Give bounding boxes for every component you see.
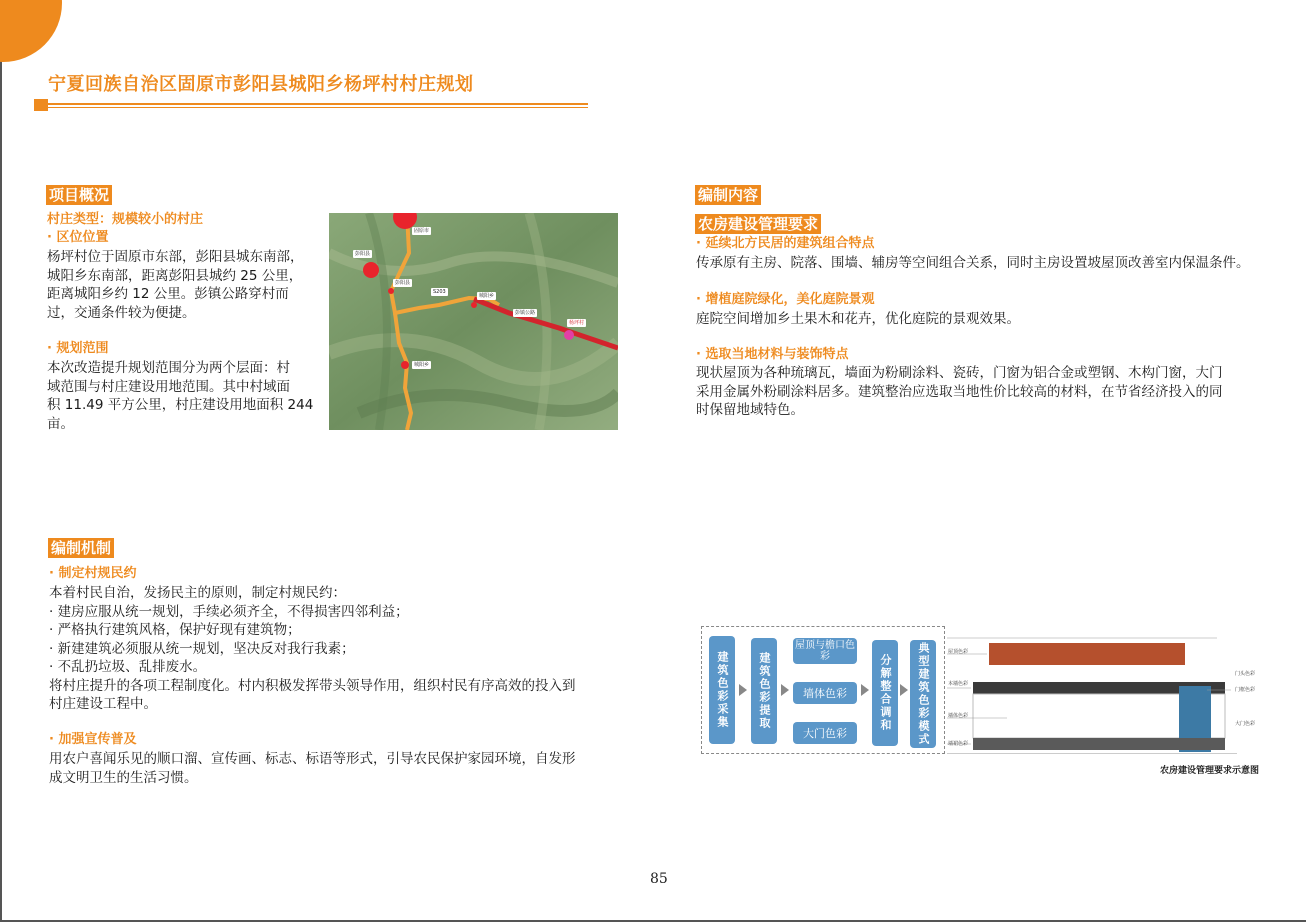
scope-title: · 规划范围 (47, 341, 109, 356)
map-label-village: 杨坪村 (569, 320, 585, 326)
item1-text: 传承原有主房、院落、围墙、辅房等空间组合关系，同时主房设置坡屋顶改善室内保温条件。 (696, 255, 1250, 271)
map-label: 彭镇公路 (515, 310, 536, 316)
arrow-icon (861, 684, 869, 696)
promo-title: · 加强宣传普及 (49, 732, 137, 747)
arrow-icon (781, 684, 789, 696)
map-label: 彭阳县 (395, 280, 411, 286)
item3-title: · 选取当地材料与装饰特点 (696, 347, 849, 362)
content-heading: 编制内容 (695, 185, 761, 205)
box-gate-color: 大门色彩 (793, 722, 857, 744)
facade-label: 屋顶色彩 (948, 649, 969, 655)
item2-text: 庭院空间增加乡土果木和花卉，优化庭院的景观效果。 (696, 311, 1020, 327)
facade-label: 大门色彩 (1235, 721, 1256, 727)
facade-label: 本墙色彩 (948, 681, 969, 687)
box-typical-model: 典型建筑色彩模式 (910, 640, 936, 748)
box-integrate: 分解整合调和 (872, 640, 898, 746)
mechanism-heading: 编制机制 (48, 538, 114, 558)
map-label: 彭阳县 (355, 251, 371, 257)
item1-title: · 延续北方民居的建筑组合特点 (696, 236, 875, 251)
village-type: 村庄类型：规模较小的村庄 (47, 212, 204, 227)
diagram-caption: 农房建设管理要求示意图 (1160, 766, 1260, 776)
box-extract: 建筑色彩提取 (751, 638, 777, 744)
arrow-icon (739, 684, 747, 696)
page-number: 85 (650, 871, 668, 887)
overview-heading: 项目概况 (46, 185, 112, 205)
facade-drawing (947, 634, 1237, 754)
facade-label: 门头色彩 (1235, 671, 1256, 677)
box-wall-color: 墙体色彩 (793, 682, 857, 704)
facade-label: 墙体色彩 (948, 713, 969, 719)
promo-text: 用农户喜闻乐见的顺口溜、宣传画、标志、标语等形式，引导农民保护家园环境，自发形 成文明卫生的生活习惯。 (49, 751, 576, 786)
box-collect: 建筑色彩采集 (709, 636, 735, 744)
map-label: 固原市 (414, 228, 430, 234)
arrow-icon (900, 684, 908, 696)
item2-title: · 增植庭院绿化，美化庭院景观 (696, 292, 875, 307)
map-label: 城阳乡 (479, 293, 495, 299)
location-text: 杨坪村位于固原市东部，彭阳县城东南部， 城阳乡东南部，距离彭阳县城约 25 公里， 距离城阳乡约 12 公里。彭镇公路穿村而 过，交通条件较为便捷。 (47, 249, 304, 321)
item3-text: 现状屋顶为各种琉璃瓦，墙面为粉刷涂料、瓷砖，门窗为铝合金或塑钢、木构门窗，大门 采用金属外粉刷涂料居多。建筑整治应选取当地性价比较高的材料，在节省经济投入的同 时保留地域特色。 (696, 365, 1223, 418)
title-bar-marker (34, 99, 48, 111)
content-subheading: 农房建设管理要求 (695, 214, 821, 234)
location-map (329, 213, 618, 430)
map-label: S203 (433, 289, 446, 295)
facade-label: 门框色彩 (1235, 687, 1256, 693)
map-label: 城阳乡 (414, 362, 430, 368)
color-process-diagram (699, 626, 1264, 756)
rules-title: · 制定村规民约 (49, 566, 137, 581)
document-title: 宁夏回族自治区固原市彭阳县城阳乡杨坪村村庄规划 (48, 74, 474, 95)
facade-label: 墙裙色彩 (948, 741, 969, 747)
rules-text: 本着村民自治，发扬民主的原则，制定村规民约： · 建房应服从统一规划，手续必须齐全，不得损害四邻利益； · 严格执行建筑风格，保护好现有建筑物； · 新建建筑必须服从统一规划，坚决反对我行我素； · 不乱扔垃圾、乱排废水。 将村庄提升的各项工程制度化。村内积极发挥带头领导作用，组织村民有序高效的投入到 村庄建设工程中。 (49, 585, 576, 712)
scope-text: 本次改造提升规划范围分为两个层面：村 域范围与村庄建设用地范围。其中村域面 积 11.49 平方公里，村庄建设用地面积 244 亩。 (47, 360, 314, 432)
title-underline-thin (48, 107, 588, 108)
location-title: · 区位位置 (47, 230, 109, 245)
title-underline (48, 103, 588, 105)
box-roof-color: 屋顶与檐口色彩 (795, 640, 855, 662)
